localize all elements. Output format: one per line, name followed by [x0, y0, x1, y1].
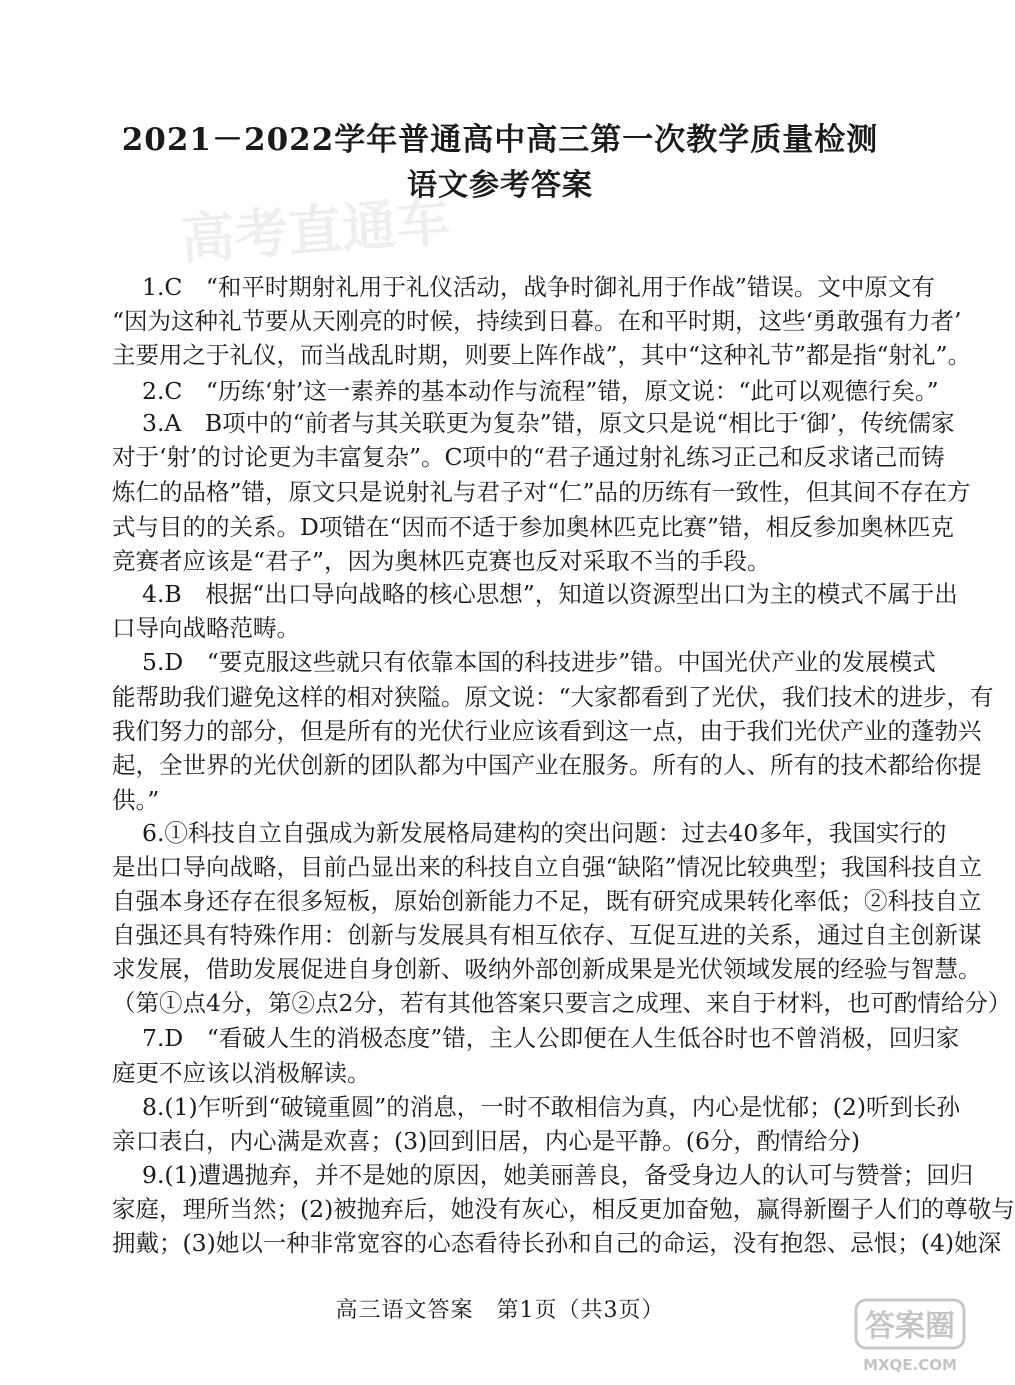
answer-line: 亲口表白，内心满是欢喜；(3)回到旧居，内心是平静。(6分，酌情给分)	[112, 1127, 861, 1155]
answer-line: 8.(1)乍听到“破镜重圆”的消息，一时不敢相信为真，内心是忧郁；(2)听到长孙	[142, 1093, 961, 1121]
answer-line: “因为这种礼节要从天刚亮的时候，持续到日暮。在和平时期，这些‘勇敢强有力者’	[112, 307, 962, 335]
answer-line: 3.A B项中的“前者与其关联更为复杂”错，原文只是说“相比于‘御’，传统儒家	[142, 409, 955, 437]
watermark-text: 高考直通车	[178, 188, 453, 272]
answer-line: 我们努力的部分，但是所有的光伏行业应该看到这一点，由于我们光伏产业的蓬勃兴	[112, 717, 982, 745]
page-title: 2021－2022学年普通高中高三第一次教学质量检测	[121, 122, 879, 158]
page-footer: 高三语文答案 第1页（共3页）	[335, 1298, 665, 1323]
answer-line: 对于‘射’的讨论更为丰富复杂”。C项中的“君子通过射礼练习正己和反求诸己而铸	[112, 443, 945, 471]
answer-line: 5.D “要克服这些就只有依靠本国的科技进步”错。中国光伏产业的发展模式	[142, 648, 936, 676]
answer-line: 炼仁的品格”错，原文只是说射礼与君子对“仁”品的历练有一致性，但其间不存在方	[112, 478, 971, 506]
answer-line: 竞赛者应该是“君子”，因为奥林匹克赛也反对采取不当的手段。	[112, 547, 771, 575]
answer-line: （第①点4分，第②点2分，若有其他答案只要言之成理、来自于材料，也可酌情给分）	[112, 989, 1012, 1017]
answer-line: 2.C “历练‘射’这一素养的基本动作与流程”错，原文说：“此可以观德行矣。”	[142, 377, 939, 405]
answer-line: 4.B 根据“出口导向战略的核心思想”，知道以资源型出口为主的模式不属于出	[142, 580, 958, 608]
watermark-logo	[852, 1296, 968, 1378]
answer-line: 7.D “看破人生的消极态度”错，主人公即便在人生低谷时也不曾消极，回归家	[142, 1024, 960, 1052]
answer-line: 自强还具有特殊作用：创新与发展具有相互依存、互促互进的关系，通过自主创新谋	[112, 921, 982, 949]
answer-line: 9.(1)遭遇抛弃，并不是她的原因，她美丽善良，备受身边人的认可与赞誉；回归	[142, 1161, 974, 1189]
answer-line: 家庭，理所当然；(2)被抛弃后，她没有灰心，相反更加奋勉，赢得新圈子人们的尊敬与	[112, 1195, 1015, 1223]
answer-line: 起，全世界的光伏创新的团队都为中国产业在服务。所有的人、所有的技术都给你提	[112, 751, 982, 779]
answer-line: 自强本身还存在很多短板，原始创新能力不足，既有研究成果转化率低；②科技自立	[112, 887, 982, 915]
answer-line: 1.C “和平时期射礼用于礼仪活动，战争时御礼用于作战”错误。文中原文有	[142, 273, 935, 301]
answer-line: 能帮助我们避免这样的相对狭隘。原文说：“大家都看到了光伏，我们技术的进步，有	[112, 683, 994, 711]
answer-line: 6.①科技自立自强成为新发展格局建构的突出问题：过去40多年，我国实行的	[142, 819, 947, 847]
watermark-site: MXQE.COM	[863, 1356, 957, 1374]
answer-line: 是出口导向战略，目前凸显出来的科技自立自强“缺陷”情况比较典型；我国科技自立	[112, 853, 983, 881]
answer-line: 主要用之于礼仪，而当战乱时期，则要上阵作战”，其中“这种礼节”都是指“射礼”。	[112, 341, 972, 369]
answer-line: 拥戴；(3)她以一种非常宽容的心态看待长孙和自己的命运，没有抱怨、忌恨；(4)她深	[112, 1229, 1002, 1257]
answer-line: 供。”	[112, 786, 160, 814]
answer-line: 口导向战略范畴。	[112, 614, 300, 642]
answer-line: 式与目的的关系。D项错在“因而不适于参加奥林匹克比赛”错，相反参加奥林匹克	[112, 513, 954, 541]
page-subtitle: 语文参考答案	[407, 168, 593, 203]
watermark-logo-text: 答案圈	[865, 1309, 955, 1344]
answer-line: 求发展，借助发展促进自身创新、吸纳外部创新成果是光伏领域发展的经验与智慧。	[112, 955, 982, 983]
answer-line: 庭更不应该以消极解读。	[112, 1059, 371, 1087]
